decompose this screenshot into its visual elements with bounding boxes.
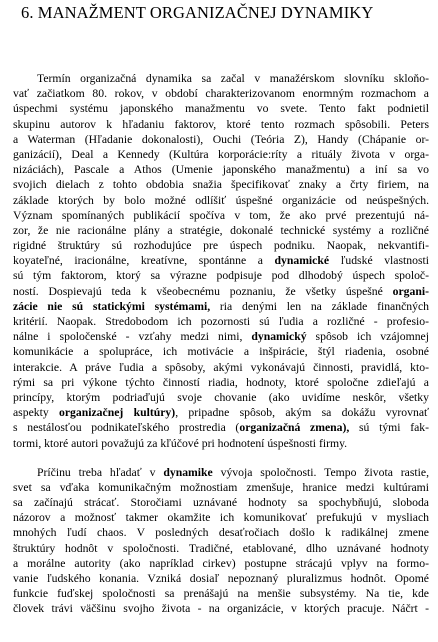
text-line (13, 586, 429, 601)
text-line (13, 147, 429, 162)
text-line (13, 117, 429, 132)
text-run: vať začiatkom 80. rokov, v období charakterizovanom enormným rozmachom a (13, 87, 429, 101)
text-run: ľudské vlastnosti (329, 254, 429, 268)
text-line (13, 405, 429, 420)
text-run: spôsob ich vzájomnej (306, 330, 429, 344)
bold-term: dynamike (163, 465, 213, 479)
bold-term: organi- (392, 284, 429, 298)
text-line (13, 436, 429, 451)
text-line (13, 329, 429, 344)
bold-term: organizačnej kultúry) (59, 406, 176, 420)
text-run: sa začínajú strácať. Storočiami uznávané hodnoty sa spochybňujú, sloboda (13, 496, 429, 510)
text-line (13, 465, 429, 480)
text-line (13, 375, 429, 390)
text-line (13, 223, 429, 238)
text-run: zor, že nie racionálne plány a stratégie, dokonalé technické systémy a rozličné (13, 223, 429, 237)
text-line (13, 510, 429, 525)
text-run: mnohých ľudí chaos. V posledných desaťročiach došlo k radikálnej zmene (13, 526, 429, 540)
text-line (13, 284, 429, 299)
text-run: kritérií. Naopak. Stredobodom ich pozornosti sú ľudia a rozličné - profesio- (13, 315, 429, 328)
text-line (13, 299, 429, 314)
text-line (13, 601, 429, 616)
text-run: človek trávi väčšinu svojho života - na organizácie, v ktorých pracuje. Náčrt - (13, 602, 429, 616)
text-run: skupinu autorov k hľadaniu faktorov, ktoré tento rozmach spôsobili. Peters (13, 117, 429, 131)
text-run: s nestálosťou podnikateľského prostredia ( (13, 421, 240, 435)
text-run: rými sa pri výkone týchto činností riadia, hodnoty, ktoré spoločne zdieľajú a (13, 375, 429, 389)
text-run: svet sa vďaka komunikačným možnostiam zmenšuje, hranice medzi kultúrami (13, 480, 429, 494)
text-run: sú tými fak- (349, 421, 430, 435)
bold-term: dynamický (251, 330, 307, 344)
paragraph-gap (13, 451, 429, 465)
text-line (13, 571, 429, 586)
bold-term: zácie nie sú statickými systémami, (13, 299, 211, 313)
text-run: a morálne autority (ako napríklad cirkev) postupne strácajú vplyv na formo- (13, 556, 429, 570)
text-line (13, 193, 429, 208)
text-run: vývoja spoločnosti. Tempo života rastie, (212, 465, 429, 479)
text-run: komunikácie a spolupráce, ich motivácie a inšpirácie, štýl riadenia, osobné (13, 345, 429, 359)
text-run: ria denými len na základe finančných (210, 299, 429, 313)
text-run: ností. Dospievajú teda k všeobecnému poznaniu, že všetky úspešné (13, 284, 393, 298)
text-run: Termín organizačná dynamika sa začal v manažérskom slovníku skloňo- (37, 72, 429, 85)
text-run: vanie ľudského konania. Vzniká dosiaľ nepoznaný pluralizmus hodnôt. Opomé (13, 572, 429, 585)
text-run: nizáciách), Pascale a Athos (Umenie japonského manažmentu) a iní sa vo (13, 163, 429, 177)
text-line (13, 268, 429, 283)
text-line (13, 390, 429, 405)
text-run: aspekty (13, 406, 60, 420)
paragraph-1 (13, 71, 429, 451)
text-run: sú tým faktorom, ktorý sa výrazne podpisuje pod dlhodobý úspech spoloč- (13, 269, 429, 283)
text-line (13, 525, 429, 540)
text-line (13, 541, 429, 556)
text-run: Význam spomínaných publikácií spočíva v tom, že ako prvé prezentujú ná- (13, 208, 429, 222)
text-line (13, 344, 429, 359)
text-run: a Waterman (Hľadanie dokonalosti), Ouchi (Teória Z), Handy (Chápanie or- (13, 132, 429, 146)
text-line (13, 360, 429, 375)
text-line (13, 132, 429, 147)
text-run: rigidné štruktúry sú rozhodujúce pre úspech podniku. Naopak, nekvantifi- (13, 239, 429, 253)
text-line (13, 420, 429, 435)
text-line (13, 556, 429, 571)
text-line (13, 208, 429, 223)
text-line (13, 86, 429, 101)
text-run: , pripadne spôsob, akým sa dokážu vyrovnať (175, 406, 430, 420)
paragraph-2 (13, 465, 429, 617)
chapter-heading: 6. MANAŽMENT ORGANIZAČNEJ DYNAMIKY (21, 3, 374, 22)
text-line (13, 495, 429, 510)
text-run: tormi, ktoré autori považujú za kľúčové pri hodnotení úspešnosti firmy. (13, 436, 348, 450)
body-text (13, 71, 429, 617)
text-line (13, 238, 429, 253)
text-run: nálne i spoločenské - vzťahy medzi nimi, (13, 330, 252, 344)
bold-term: dynamické (274, 254, 330, 268)
text-run: úspechmi systému japonského manažmentu vo svete. Tento fakt podnietil (13, 102, 429, 116)
text-line (13, 101, 429, 116)
text-line (13, 162, 429, 177)
text-line (13, 71, 429, 86)
text-run: koyateľné, iracionálne, kreatívne, spontánne a (13, 254, 275, 268)
text-line (13, 480, 429, 495)
text-line (13, 177, 429, 192)
text-run: funkcie fuďskej spoločnosti sa prenášajú na menšie subsystémy. Na tie, kde (13, 587, 429, 601)
text-line (13, 253, 429, 268)
text-run: princípy, ktorým podriaďujú svoje chovanie (ako uvidíme neskôr, všetky (13, 390, 429, 404)
text-run: svojich dielach z tohto obdobia snažia špecifikovať znaky a črty firiem, na (13, 178, 429, 192)
text-run: názorov a možnosť takmer okamžite ich komunikovať prefukujú v mysliach (13, 511, 429, 525)
text-run: štruktúry hodnôt v spoločnosti. Tradičné, etablované, dlho uznávané hodnoty (13, 541, 429, 555)
bold-term: organizačná zmena), (239, 421, 350, 435)
text-line (13, 314, 429, 329)
text-run: základe ktorých by bolo možné odlíšiť úspešné organizácie od neúspešných. (13, 193, 429, 207)
text-run: ganizácií), Deal a Kennedy (Kultúra korporácie:ríty a rituály života v orga- (13, 147, 429, 161)
text-run: Príčinu treba hľadať v (37, 465, 164, 479)
text-run: interakcie. A práve ľudia a spôsoby, akými vykonávajú činnosti, pravidlá, kto- (13, 360, 429, 374)
